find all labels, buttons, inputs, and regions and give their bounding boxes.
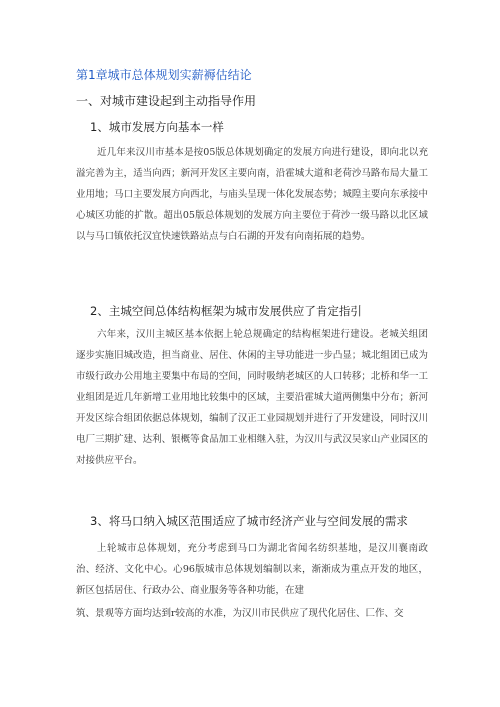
section-heading: 一、对城市建设起到主动指导作用: [76, 94, 257, 108]
paragraph-2: 六年来，汉川主城区基本依据上轮总规确定的结构框架进行建设。老城关组团逐步实施旧城改造，担当商业、居住、休闲的主导功能进一步凸显；城北组团已成为市级行政办公用地主要集中布局的空间，同时吸纳老城区的人口转移；北桥和华一工业组团是近几年新增工业用地比较集中的区域，主要沿霍城大道两侧集中分布；新河开发区综合组团依据总体规划，编制了汉正工业园规划并进行了开发建设，同时汉川电厂三期扩建、达利、银概等食品加工业相继入驻，为汉川与武汉吴家山产业园区的对接供应平台。: [76, 329, 428, 466]
subsection-heading-3: 3、将马口纳入城区范围适应了城市经济产业与空间发展的需求: [90, 514, 408, 528]
paragraph-3-continuation: 筑、景观等方面均达到r较高的水准，为汉川市民供应了现代化居住、匚作、交: [76, 608, 404, 619]
paragraph-1: 近几年来汉川市基本是按05版总体规划确定的发展方向进行建设，即向北以充溢完善为主，适当向西；新河开发区主要向南，沿霍城大道和老荷沙马路布局大量工业用地；马口主要发展方向西北，与庙头呈现一体化发展态势；城隍主要向东承接中心城区功能的扩散。超出05版总体规划的发展方向主要位于荷沙一级马路以北区域以与马口镇依托汉宜快速铁路站点与白石湖的开发有向南拓展的趋势。: [76, 147, 428, 242]
subsection-heading-1: 1、城市发展方向基本一样: [90, 120, 224, 134]
paragraph-3: 上轮城市总体规划，充分考虑到马口为湖北省闻名纺织基地，是汉川襄南政治、经济、文化中心。心96版城市总体规划编制以来，渐渐成为重点开发的地区，新区包括居住、行政办公、商业服务等各种功能，在建: [76, 543, 428, 596]
subsection-heading-2: 2、主城空间总体结构框架为城市发展供应了肯定指引: [90, 304, 362, 318]
chapter-title: 第1章城市总体规划实薪褥估结论: [76, 68, 252, 82]
